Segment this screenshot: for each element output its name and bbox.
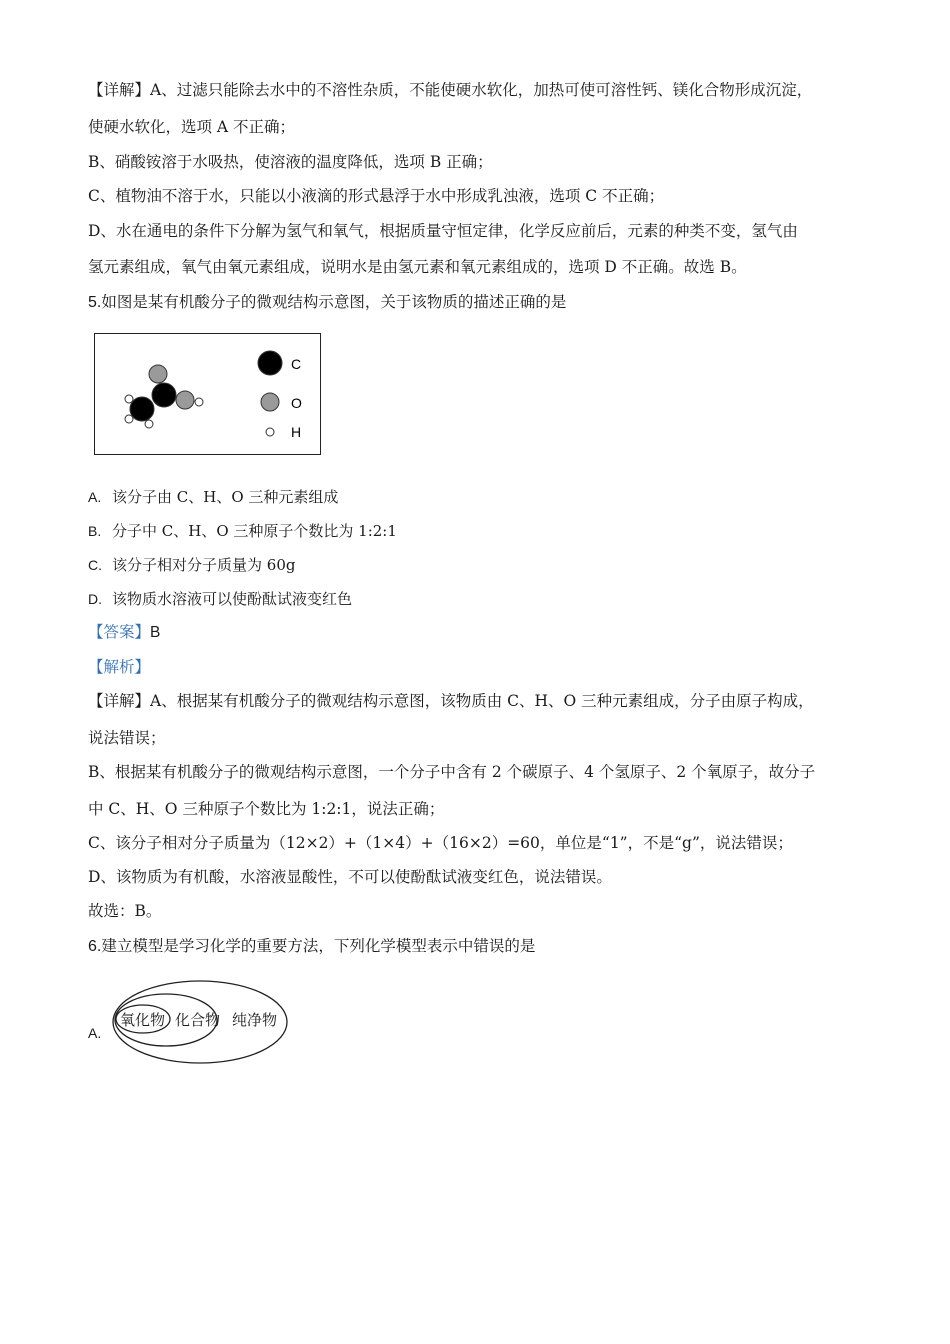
- option-label: C.: [88, 557, 102, 573]
- legend-oxygen-symbol: [261, 393, 279, 411]
- q5-detail-line-3: B、根据某有机酸分子的微观结构示意图，一个分子中含有 2 个碳原子、4 个氢原子、2 个氧原子，故分子: [88, 763, 816, 781]
- option-label: A.: [88, 1025, 102, 1041]
- answer-value: B: [150, 624, 161, 641]
- prev-detail-line-5: D、水在通电的条件下分解为氢气和氧气，根据质量守恒定律，化学反应前后，元素的种类不变，氢气由: [88, 222, 798, 240]
- q5-option-b: [88, 520, 397, 541]
- atom-o: [176, 391, 194, 409]
- q5-number: 5.: [88, 294, 102, 311]
- atom-c: [152, 383, 176, 407]
- q6-number: 6.: [88, 938, 102, 955]
- atom-h: [195, 398, 203, 406]
- option-label: A.: [88, 489, 102, 505]
- q5-detail-line-7: 故选：B。: [88, 902, 162, 920]
- venn-inner-label: 氧化物: [120, 1011, 166, 1029]
- q5-option-d: [88, 588, 352, 609]
- answer-tag: 【答案】: [88, 623, 151, 641]
- q5-option-c: [88, 554, 295, 575]
- legend-oxygen-label: O: [291, 395, 302, 411]
- option-text: 该分子由 C、H、O 三种元素组成: [112, 488, 339, 506]
- option-label: B.: [88, 523, 102, 539]
- q5-detail-line-1: 【详解】A、根据某有机酸分子的微观结构示意图，该物质由 C、H、O 三种元素组成，分子由原子构成，: [88, 692, 814, 710]
- q5-detail-line-4: 中 C、H、O 三种原子个数比为 1:2:1，说法正确；: [88, 800, 445, 818]
- legend-carbon-label: C: [291, 356, 302, 372]
- q5-detail-line-5: C、该分子相对分子质量为（12×2）+（1×4）+（16×2）=60，单位是“1”，不是“g”，说法错误；: [88, 834, 793, 852]
- legend-hydrogen-label: H: [291, 424, 302, 440]
- prev-detail-line-1: 【详解】A、过滤只能除去水中的不溶性杂质，不能使硬水软化，加热可使可溶性钙、镁化合物形成沉淀，: [88, 81, 813, 99]
- q5-detail-line-2: 说法错误；: [88, 729, 166, 747]
- venn-middle-label: 化合物: [175, 1011, 221, 1029]
- legend-carbon-symbol: [258, 351, 282, 375]
- option-text: 该物质水溶液可以使酚酞试液变红色: [112, 590, 353, 608]
- atom-c: [130, 397, 154, 421]
- atom-o: [149, 365, 167, 383]
- q5-stem: [88, 292, 566, 313]
- q5-analysis-tag: 【解析】: [88, 658, 151, 676]
- q5-detail-line-6: D、该物质为有机酸，水溶液显酸性，不可以使酚酞试液变红色，说法错误。: [88, 868, 612, 886]
- q6-stem-text: 建立模型是学习化学的重要方法，下列化学模型表示中错误的是: [101, 937, 536, 955]
- q5-option-a: [88, 486, 338, 507]
- venn-diagram: [112, 980, 292, 1072]
- q5-answer: [88, 622, 160, 643]
- option-text: 该分子相对分子质量为 60g: [112, 556, 296, 574]
- prev-detail-line-6: 氢元素组成，氧气由氧元素组成，说明水是由氢元素和氧元素组成的，选项 D 不正确。故选 B。: [88, 258, 747, 276]
- prev-detail-line-3: B、硝酸铵溶于水吸热，使溶液的温度降低，选项 B 正确；: [88, 153, 493, 171]
- atom-h: [145, 420, 153, 428]
- prev-detail-line-2: 使硬水软化，选项 A 不正确；: [88, 118, 296, 136]
- option-text: 分子中 C、H、O 三种原子个数比为 1:2:1: [112, 522, 397, 540]
- prev-detail-line-4: C、植物油不溶于水，只能以小液滴的形式悬浮于水中形成乳浊液，选项 C 不正确；: [88, 187, 665, 205]
- molecule-diagram: [95, 334, 322, 456]
- venn-outer-label: 纯净物: [232, 1011, 278, 1029]
- q6-stem: [88, 936, 535, 957]
- legend-hydrogen-symbol: [266, 428, 274, 436]
- molecule-figure: [94, 333, 321, 455]
- q5-stem-text: 如图是某有机酸分子的微观结构示意图，关于该物质的描述正确的是: [101, 293, 567, 311]
- q6-option-a-label: [88, 1024, 112, 1042]
- option-label: D.: [88, 591, 102, 607]
